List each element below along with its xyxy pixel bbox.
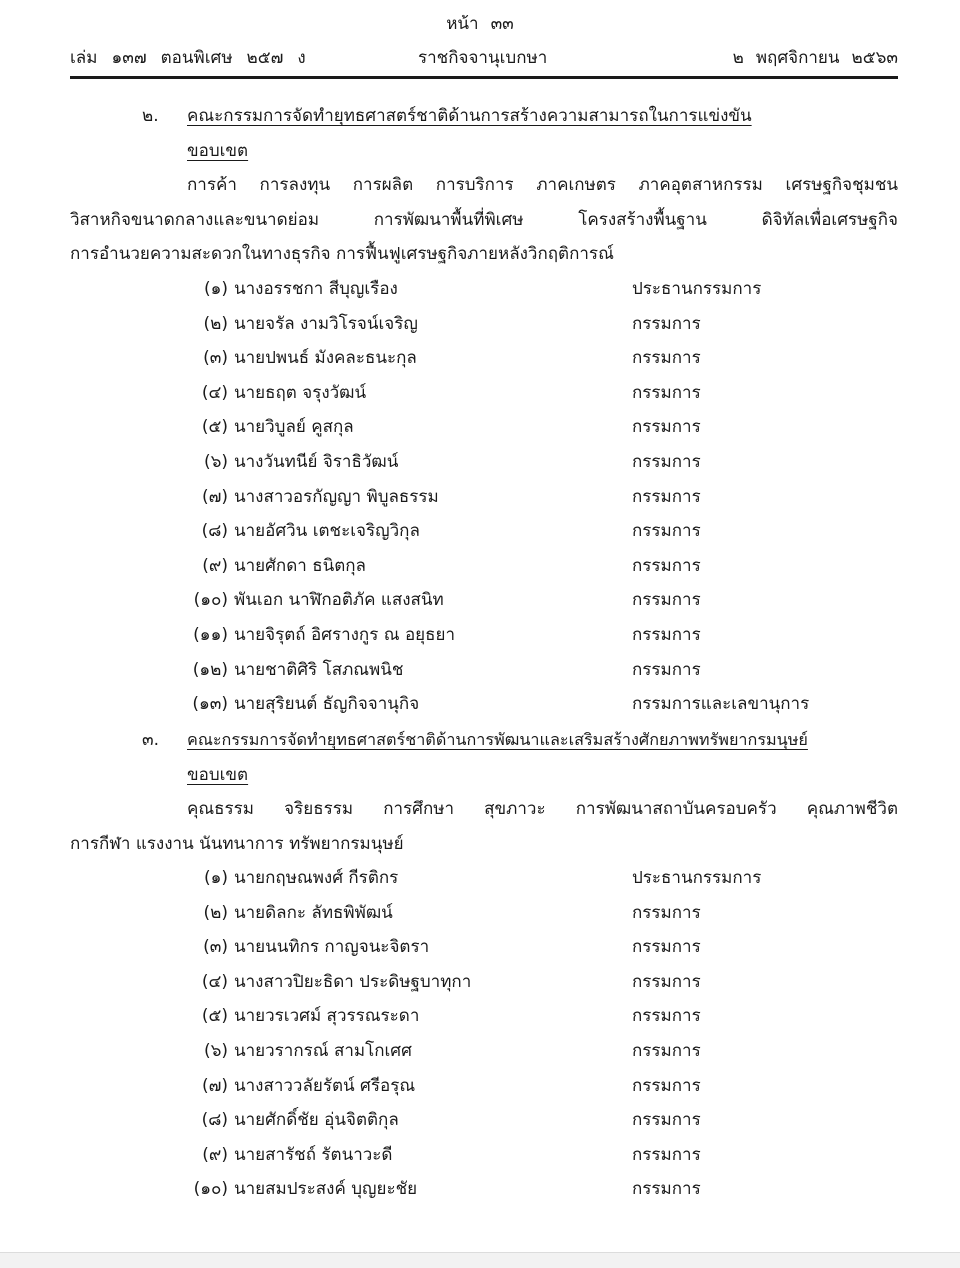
member-role: กรรมการ [632, 1144, 701, 1165]
scope-label: ขอบเขต [187, 141, 249, 161]
header-rule [70, 76, 898, 79]
member-name: นายธฤต จรุงวัฒน์ [234, 382, 367, 403]
member-role: กรรมการ [632, 555, 701, 576]
member-name: นายศักดิ์ชัย อุ่นจิตติกุล [234, 1110, 399, 1131]
member-role: ประธานกรรมการ [632, 868, 762, 888]
member-role: กรรมการ [632, 1041, 701, 1061]
publication-date [721, 44, 898, 71]
member-role: กรรมการ [632, 902, 701, 923]
member-role: กรรมการ [632, 625, 701, 645]
member-name: นายวรากรณ์ สามโกเศศ [234, 1041, 412, 1061]
date-day: ๒ [732, 48, 744, 68]
member-name: นางสาววลัยรัตน์ ศรีอรุณ [234, 1075, 416, 1096]
issue-label: ตอนพิเศษ [160, 48, 233, 68]
scope-label: ขอบเขต [187, 765, 249, 785]
member-number: (๑๑) [193, 625, 228, 645]
member-number: (๓) [203, 937, 228, 958]
member-number: (๑) [203, 279, 228, 299]
member-name: นายจิรุตถ์ อิศรางกูร ณ อยุธยา [234, 625, 455, 645]
member-number: (๑๒) [192, 659, 228, 680]
member-name: นายศักดา ธนิตกุล [234, 555, 366, 576]
issue-number: ๒๕๗ [246, 48, 284, 68]
section-title: คณะกรรมการจัดทำยุทธศาสตร์ชาติด้านการสร้างความสามารถในการแข่งขัน [187, 106, 752, 126]
volume-label: เล่ม [70, 48, 98, 68]
member-name: นางอรรชกา สีบุญเรือง [234, 279, 398, 299]
member-name: นายสมประสงค์ บุญยะชัย [234, 1179, 418, 1200]
scope-text: คุณธรรม จริยธรรม การศึกษา สุขภาวะ การพัฒนาสถาบันครอบครัว คุณภาพชีวิต [187, 799, 898, 819]
member-name: นายดิลกะ ลัทธพิพัฒน์ [234, 902, 393, 923]
member-role: กรรมการ [632, 417, 701, 438]
member-number: (๙) [202, 1144, 228, 1165]
scope-text: วิสาหกิจขนาดกลางและขนาดย่อม การพัฒนาพื้นที่พิเศษ โครงสร้างพื้นฐาน ดิจิทัลเพื่อเศรษฐกิจ [70, 210, 898, 230]
member-role: กรรมการ [632, 521, 701, 542]
scope-text: การกีฬา แรงงาน นันทนาการ ทรัพยากรมนุษย์ [70, 834, 404, 854]
page-number-value: ๓๓ [490, 14, 514, 34]
section-number: ๒. [142, 106, 159, 126]
member-role: กรรมการ [632, 348, 701, 369]
member-name: นายนนทิกร กาญจนะจิตรา [234, 937, 430, 958]
gazette-header [70, 44, 898, 70]
member-role: กรรมการ [632, 313, 701, 334]
member-number: (๗) [201, 1075, 228, 1096]
member-role: กรรมการ [632, 1179, 701, 1200]
viewer-bottom-edge [0, 1252, 960, 1268]
member-name: นายวรเวศม์ สุวรรณระดา [234, 1006, 420, 1027]
member-number: (๑๐) [193, 1179, 228, 1200]
member-role: กรรมการและเลขานุการ [632, 694, 810, 715]
member-name: นายสารัชถ์ รัตนาวะดี [234, 1144, 393, 1165]
member-name: นางวันทนีย์ จิราธิวัฒน์ [234, 452, 399, 472]
member-name: นายวิบูลย์ คูสกุล [234, 417, 354, 438]
member-name: นายปพนธ์ มังคละธนะกุล [234, 348, 417, 369]
date-month: พฤศจิกายน [755, 48, 840, 68]
scope-text: การค้า การลงทุน การผลิต การบริการ ภาคเกษตร ภาคอุตสาหกรรม เศรษฐกิจชุมชน [187, 175, 898, 195]
date-year: ๒๕๖๓ [851, 48, 898, 68]
member-number: (๖) [203, 452, 228, 472]
member-name: นางสาวอรกัญญา พิบูลธรรม [234, 486, 439, 507]
page-label: หน้า [446, 14, 479, 34]
member-number: (๙) [202, 555, 228, 576]
member-role: กรรมการ [632, 1006, 701, 1027]
publication-name: ราชกิจจานุเบกษา [418, 48, 548, 68]
member-number: (๕) [201, 1006, 228, 1027]
member-role: กรรมการ [632, 1110, 701, 1131]
member-name: นายอัศวิน เตชะเจริญวิกุล [234, 521, 420, 542]
member-number: (๑) [203, 868, 228, 888]
member-number: (๒) [203, 902, 228, 923]
member-role: กรรมการ [632, 590, 701, 611]
member-number: (๘) [201, 521, 228, 542]
member-role: ประธานกรรมการ [632, 279, 762, 299]
issue-letter: ง [297, 48, 306, 68]
member-role: กรรมการ [632, 937, 701, 958]
member-role: กรรมการ [632, 659, 701, 680]
member-name: นางสาวปิยะธิดา ประดิษฐบาทุกา [234, 971, 472, 992]
member-role: กรรมการ [632, 971, 701, 992]
member-role: กรรมการ [632, 452, 701, 472]
member-number: (๖) [203, 1041, 228, 1061]
volume-number: ๑๓๗ [111, 48, 147, 68]
member-name: นายกฤษณพงศ์ กีรติกร [234, 868, 399, 888]
member-number: (๕) [201, 417, 228, 438]
member-name: นายชาติศิริ โสภณพนิช [234, 659, 404, 680]
member-number: (๑๐) [193, 590, 228, 611]
member-number: (๔) [201, 971, 228, 992]
gazette-issue [70, 44, 320, 71]
member-role: กรรมการ [632, 486, 701, 507]
page-number [0, 10, 960, 37]
member-name: นายจรัล งามวิโรจน์เจริญ [234, 313, 418, 334]
member-number: (๘) [201, 1110, 228, 1131]
section-title: คณะกรรมการจัดทำยุทธศาสตร์ชาติด้านการพัฒนาและเสริมสร้างศักยภาพทรัพยากรมนุษย์ [187, 730, 808, 749]
member-number: (๓) [203, 348, 228, 369]
member-role: กรรมการ [632, 382, 701, 403]
member-number: (๔) [201, 382, 228, 403]
scope-text: การอำนวยความสะดวกในทางธุรกิจ การฟื้นฟูเศรษฐกิจภายหลังวิกฤติการณ์ [70, 244, 614, 264]
member-name: พันเอก นาฬิกอติภัค แสงสนิท [234, 590, 444, 611]
member-number: (๒) [203, 313, 228, 334]
section-number: ๓. [142, 730, 160, 750]
member-name: นายสุริยนต์ ธัญกิจจานุกิจ [234, 694, 420, 715]
member-number: (๗) [201, 486, 228, 507]
member-role: กรรมการ [632, 1075, 701, 1096]
member-number: (๑๓) [192, 694, 228, 715]
